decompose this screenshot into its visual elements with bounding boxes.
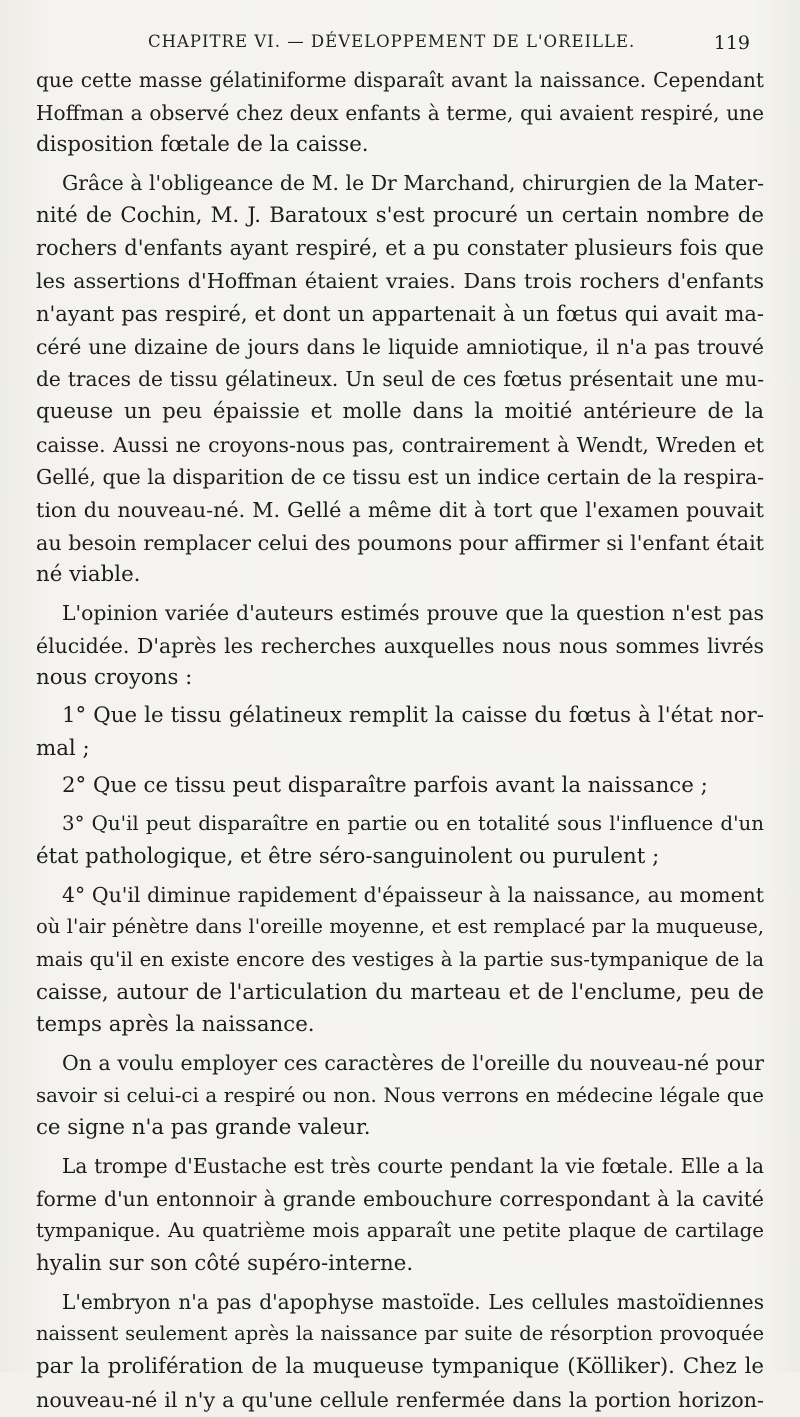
- text-line: 1° Que le tissu gélatineux remplit la caisse du fœtus à l'état nor-: [62, 703, 764, 729]
- text-line: les assertions d'Hoffman étaient vraies. Dans trois rochers d'enfants: [36, 269, 764, 294]
- page-number: 119: [713, 32, 750, 54]
- text-line: queuse un peu épaissie et molle dans la moitié antérieure de la: [36, 398, 764, 424]
- running-header: [36, 30, 760, 60]
- text-line: caisse, autour de l'articulation du marteau et de l'enclume, peu de: [36, 979, 764, 1005]
- text-line: L'opinion variée d'auteurs estimés prouve que la question n'est pas: [62, 601, 764, 625]
- paragraph: [36, 808, 764, 873]
- paragraph: [36, 1286, 764, 1417]
- text-line: Gellé, que la disparition de ce tissu est un indice certain de la respira-: [36, 465, 764, 490]
- text-line: n'ayant pas respiré, et dont un appartenait à un fœtus qui avait ma-: [36, 301, 764, 326]
- text-line: céré une dizaine de jours dans le liquide amniotique, il n'a pas trouvé: [36, 334, 764, 359]
- text-line: au besoin remplacer celui des poumons pour affirmer si l'enfant était: [36, 530, 764, 555]
- text-line: tympanique. Au quatrième mois apparaît une petite plaque de cartilage: [36, 1219, 764, 1243]
- text-line: temps après la naissance.: [36, 1012, 315, 1038]
- text-line: forme d'un entonnoir à grande embouchure correspondant à la cavité: [36, 1186, 764, 1211]
- text-line: savoir si celui-ci a respiré ou non. Nous verrons en médecine légale que: [36, 1083, 764, 1107]
- text-line: Grâce à l'obligeance de M. le Dr Marchand, chirurgien de la Mater-: [62, 171, 764, 196]
- body-text: [36, 64, 764, 1417]
- text-line: disposition fœtale de la caisse.: [36, 132, 369, 158]
- text-line: tion du nouveau-né. M. Gellé a même dit à tort que l'examen pouvait: [36, 497, 764, 522]
- text-line: L'embryon n'a pas d'apophyse mastoïde. Les cellules mastoïdiennes: [62, 1289, 764, 1314]
- paragraph: [36, 64, 764, 162]
- text-line: que cette masse gélatiniforme disparaît avant la naissance. Cependant: [36, 68, 764, 92]
- text-line: On a voulu employer ces caractères de l'oreille du nouveau-né pour: [62, 1050, 764, 1075]
- text-line: naissent seulement après la naissance par suite de résorption provoquée: [36, 1322, 764, 1346]
- text-line: 4° Qu'il diminue rapidement d'épaisseur à la naissance, au moment: [62, 882, 764, 907]
- text-line: nouveau-né il n'y a qu'une cellule renfermée dans la portion horizon-: [36, 1387, 764, 1412]
- text-line: de traces de tissu gélatineux. Un seul de ces fœtus présentait une mu-: [36, 367, 764, 392]
- text-line: nous croyons :: [36, 665, 193, 691]
- text-line: mal ;: [36, 735, 90, 761]
- text-line: où l'air pénètre dans l'oreille moyenne, et est remplacé par la muqueuse,: [36, 915, 764, 939]
- text-line: rochers d'enfants ayant respiré, et a pu constater plusieurs fois que: [36, 236, 764, 261]
- text-line: né viable.: [36, 562, 141, 588]
- paragraph: [36, 879, 764, 1042]
- paragraph: [36, 770, 764, 803]
- paragraph: [36, 167, 764, 592]
- paragraph: [36, 1150, 764, 1281]
- text-line: état pathologique, et être séro-sanguinolent ou purulent ;: [36, 843, 660, 869]
- text-line: par la prolifération de la muqueuse tympanique (Kölliker). Chez le: [36, 1354, 764, 1380]
- paragraph: [36, 700, 764, 765]
- chapter-title: CHAPITRE VI. — DÉVELOPPEMENT DE L'OREILLE.: [148, 32, 636, 51]
- text-line: 3° Qu'il peut disparaître en partie ou en totalité sous l'influence d'un: [62, 812, 764, 836]
- text-line: élucidée. D'après les recherches auxquelles nous nous sommes livrés: [36, 633, 764, 658]
- text-line: caisse. Aussi ne croyons-nous pas, contrairement à Wendt, Wreden et: [36, 432, 764, 457]
- text-line: La trompe d'Eustache est très courte pendant la vie fœtale. Elle a la: [62, 1154, 764, 1178]
- text-line: mais qu'il en existe encore des vestiges à la partie sus-tympanique de la: [36, 947, 764, 971]
- text-line: nité de Cochin, M. J. Baratoux s'est procuré un certain nombre de: [36, 202, 764, 228]
- paragraph: [36, 597, 764, 695]
- text-line: 2° Que ce tissu peut disparaître parfois avant la naissance ;: [62, 773, 708, 799]
- text-line: hyalin sur son côté supéro-interne.: [36, 1251, 414, 1277]
- text-line: Hoffman a observé chez deux enfants à terme, qui avaient respiré, une: [36, 100, 764, 125]
- paragraph: [36, 1047, 764, 1145]
- text-line: ce signe n'a pas grande valeur.: [36, 1115, 371, 1141]
